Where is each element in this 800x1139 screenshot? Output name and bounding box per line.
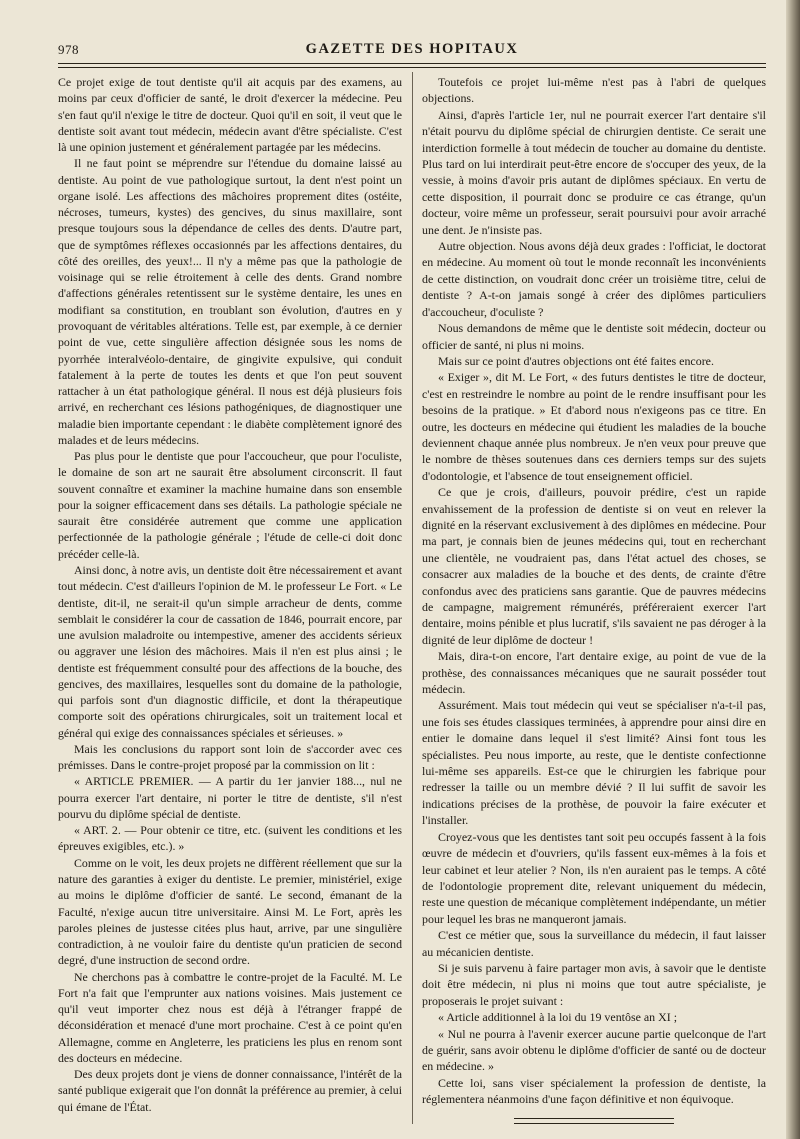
page-header [58,40,766,60]
paragraph: Si je suis parvenu à faire partager mon avis, à savoir que le dentiste doit être médecin, ni plus ni moins que tout autre spécialiste, je proposerais le projet suivant : [422,960,766,1008]
paragraph: Ne cherchons pas à combattre le contre-projet de la Faculté. M. Le Fort n'a fait que l'emprunter aux nations voisines. Mais justement ce qu'il veut importer chez nous est déjà à l'étranger frappé de déconsidération et menacé d'une mort prochaine. C'est à ce point qu'en Allemagne, comme en Angleterre, les praticiens les plus en renom sont des docteurs en médecine. [58,969,402,1065]
paragraph: Mais les conclusions du rapport sont loin de s'accorder avec ces prémisses. Dans le contre-projet proposé par la commission on lit : [58,741,402,773]
article-quote: « ARTICLE PREMIER. — A partir du 1er janvier 188..., nul ne pourra exercer l'art dentaire, ni porter le titre de dentiste, s'il n'est pourvu du diplôme spécial de dentiste. [58,774,402,821]
page-binding-edge [786,0,800,1139]
paragraph: Comme on le voit, les deux projets ne diffèrent réellement que sur la nature des garanties à exiger du dentiste. Le premier, ministériel, exige au moins le diplôme d'officier de santé. Le second, émanant de la Faculté, n'exige aucun titre universitaire. Ainsi M. Le Fort, après les paroles pleines de justesse citées plus haut, arrive, par une singulière contradiction, à ne vouloir faire du dentiste qu'un praticien de second degré, d'une instruction de second ordre. [58,855,402,968]
paragraph: Ce que je crois, d'ailleurs, pouvoir prédire, c'est un rapide envahissement de la profession de dentiste si on veut en relever la dignité en la réservant exclusivement à des diplômes en médecine. Pour ma part, je connais bien de jeunes médecins qui, tout en recherchant une clientèle, ne voudraient pas, dans l'état actuel des choses, se consacrer aux maladies de la bouche et des dents, de crainte d'être confondus avec des praticiens sans garantie. Que de pauvres médecins de campagne, maigrement rémunérés, préféreraient exercer l'art dentaire, moins pénible et plus lucratif, s'ils savaient ne pas déroger à la dignité de leur diplôme de docteur ! [422,485,766,647]
paragraph: Autre objection. Nous avons déjà deux grades : l'officiat, le doctorat en médecine. Au moment où tout le monde reconnaît les inconvénients de cette distinction, on voudrait donc créer un troisième titre, celui de dentiste ? A-t-on jamais songé à créer des diplômes particuliers d'accoucheur, d'oculiste ? [422,239,766,319]
paragraph: Croyez-vous que les dentistes tant soit peu occupés fassent à la fois œuvre de médecin et d'ouvriers, qu'ils fassent eux-mêmes à la fois et leur cabinet et leur atelier ? Non, ils n'en auraient pas le temps. A côté de l'odontologie proprement dite, relevant uniquement du médecin, reste une question de mécanique complètement indépendante, un métier pour lequel les bras ne manqueront jamais. [422,829,766,926]
paragraph: Mais sur ce point d'autres objections ont été faites encore. [438,353,714,368]
paragraph: Nous demandons de même que le dentiste soit médecin, docteur ou officier de santé, ni plus ni moins. [422,321,766,352]
paragraph: Cette loi, sans viser spécialement la profession de dentiste, la réglementera néanmoins d'une façon définitive et non équivoque. [422,1075,766,1107]
end-rule [514,1118,674,1124]
page-number: 978 [58,42,79,57]
paragraph: C'est ce métier que, sous la surveillance du médecin, il faut laisser au mécanicien dentiste. [422,928,766,959]
left-column [58,74,402,1115]
paragraph: Ce projet exige de tout dentiste qu'il ait acquis par des examens, au moins par ceux d'officier de santé, le droit d'exercer la médecine. Peu s'en faut qu'il n'exige le titre de docteur. Quoi qu'il en soit, il veut que le dentiste soit avant tout médecin, médecin avant d'être spécialiste. C'est là une opinion justement et généralement partagée par les médecins. [58,75,402,155]
paragraph: Ainsi donc, à notre avis, un dentiste doit être nécessairement et avant tout médecin. C'est d'ailleurs l'opinion de M. le professeur Le Fort. « Le dentiste, dit-il, ne serait-il qu'un simple arracheur de dents, comme semblait le considérer la cour de cassation de 1846, pourrait encore, par une avulsion maladroite ou intempestive, amener des accidents sérieux ou aggraver une lésion des mâchoires. Mais il n'en est plus ainsi ; le dentiste est fréquemment consulté pour des affections de la bouche, des gencives, des maxillaires, lesquelles sont du domaine de la pathologie, qui parfois sont d'un diagnostic difficile, et dont la thérapeutique comporte soit des opérations chirurgicales, soit un traitement local et général qui exige des connaissances spéciales et sérieuses. » [58,562,402,740]
header-rule-thin [58,67,766,68]
header-rule-thick [58,63,766,64]
right-column [422,74,766,1124]
paragraph: « Exiger », dit M. Le Fort, « des futurs dentistes le titre de docteur, c'est en restreindre le nombre au point de le rendre insuffisant pour les besoins de la pratique. » Et d'abord nous n'exigeons pas ce titre. En outre, les docteurs en médecine qui étudient les maladies de la bouche deviennent chaque année plus nombreux. Je n'en veux pour preuve que le nombre de thèses soutenues dans ces derniers temps sur des sujets d'odontologie, et l'absence de tout enseignement officiel. [422,370,766,483]
paragraph: Ainsi, d'après l'article 1er, nul ne pourrait exercer l'art dentaire s'il n'était pourvu du diplôme spécial de chirurgien dentiste. Ce serait une interdiction formelle à tout médecin de toucher au domaine du dentiste. Plus tard on lui interdirait peut-être encore de s'occuper des yeux, de la vessie, à moins d'avoir pris autant de diplômes spéciaux. En vertu de cette disposition, il pourrait donc se produire ce cas étrange, qu'un docteur, voire même un professeur, serait poursuivi pour avoir arraché une dent. Je n'insiste pas. [422,107,766,237]
journal-title: GAZETTE DES HOPITAUX [305,41,519,57]
article-quote: « Nul ne pourra à l'avenir exercer aucune partie quelconque de l'art de guérir, sans avoir obtenu le diplôme d'officier de santé ou de docteur en médecine. » [422,1026,766,1074]
article-quote: « Article additionnel à la loi du 19 ventôse an XI ; [438,1010,678,1025]
paragraph: Pas plus pour le dentiste que pour l'accoucheur, que pour l'oculiste, le domaine de son art ne saurait être absolument circonscrit. Il faut souvent connaître et examiner la machine humaine dans son ensemble pour la soigner efficacement dans ses détails. La pathologie spéciale ne saurait être considérée autrement que comme une application perfectionnée de la pathologie générale ; l'étude de celle-ci doit donc précéder celle-là. [58,449,402,561]
paragraph: Toutefois ce projet lui-même n'est pas à l'abri de quelques objections. [422,75,766,106]
article-quote: « ART. 2. — Pour obtenir ce titre, etc. (suivent les conditions et les épreuves exigibles, etc.). » [58,823,402,854]
paragraph: Il ne faut point se méprendre sur l'étendue du domaine laissé au dentiste. Au point de vue pathologique surtout, la dent n'est point un organe isolé. Les affections des mâchoires proprement dites (ostéite, nécroses, tumeurs, kystes) des gencives, du sinus maxillaire, sont presque toujours sous la dépendance de celles des dents. D'autre part, que de symptômes réflexes occasionnés par les affections dentaires, du côté des oreilles, des yeux!... Il n'y a même pas que la pathologie de voisinage qui se relie étroitement à celle des dents. Grand nombre d'affections générales retentissent sur le système dentaire, les unes en modifiant sa constitution, en troublant son évolution, d'autres en y provoquant de véritables altérations. Telle est, par exemple, à ce dernier point de vue, cette singulière affection désignée sous les noms de pyorrhée interalvéolo-dentaire, de gingivite expulsive, qui conduit fatalement à la perte de toutes les dents et que l'on peut souvent rattacher à un état pathologique général. Il nous est déjà plusieurs fois arrivé, en recherchant ces lésions pathogéniques, de diagnostiquer une maladie bien importante cependant : le diabète complètement ignoré des malades et de leurs médecins. [58,156,402,447]
paragraph: Des deux projets dont je viens de donner connaissance, l'intérêt de la santé publique exigerait que l'on donnât la préférence au premier, à celui qui émane de l'État. [58,1067,402,1114]
paragraph: Mais, dira-t-on encore, l'art dentaire exige, au point de vue de la prothèse, des connaissances mécaniques que ne saurait posséder tout médecin. [422,649,766,697]
paragraph: Assurément. Mais tout médecin qui veut se spécialiser n'a-t-il pas, une fois ses études classiques terminées, à apprendre pour ainsi dire en entier le domaine dans lequel il s'est limité? Ainsi font tous les spécialistes. Peu nous importe, au reste, que le dentiste confectionne lui-même ses appareils. Est-ce que le chirurgien les fabrique pour redresser la taille ou un membre dévié ? Il lui suffit de savoir les indications précises de la prothèse, de pouvoir la faire exécuter et l'installer. [422,698,766,828]
column-divider [412,72,413,1124]
